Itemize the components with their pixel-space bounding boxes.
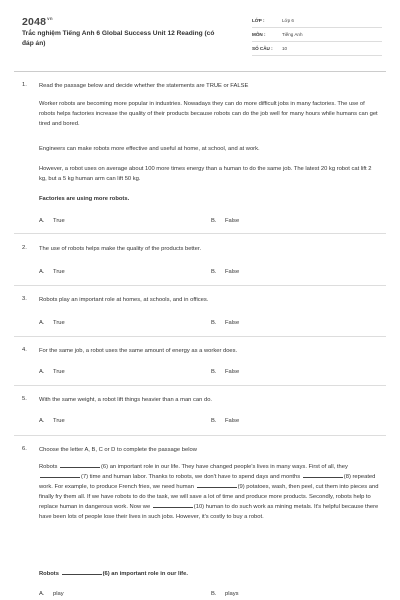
passage-paragraph: However, a robot uses on average about 100 more times energy than a human to do the same job. The latest 20 kg robot cat lift 2 kg, but a 5 kg human arm can lift 50 kg.	[39, 166, 372, 182]
option-a[interactable]: A. True	[39, 320, 65, 326]
question-number: 6.	[22, 446, 27, 452]
question-number: 1.	[22, 82, 27, 88]
blank-6[interactable]	[62, 569, 102, 575]
question-text: With the same weight, a robot lift things heavier than a man can do.	[39, 397, 213, 403]
blank-10[interactable]	[153, 502, 193, 508]
option-b[interactable]: B. False	[211, 269, 240, 275]
question-statement: Robots (6) an important role in our life.	[39, 571, 188, 577]
option-b[interactable]: B. False	[211, 320, 240, 326]
question-instruction: Read the passage below and decide whether the statements are TRUE or FALSE	[39, 83, 249, 89]
meta-label: MÔN :	[252, 32, 266, 37]
option-b[interactable]: B. False	[211, 218, 240, 224]
meta-row-class	[252, 14, 382, 28]
blank-6[interactable]	[60, 462, 100, 468]
meta-value: 10	[282, 46, 288, 51]
option-a[interactable]: A. True	[39, 218, 65, 224]
blank-7[interactable]	[40, 472, 80, 478]
option-a[interactable]: A. True	[39, 269, 65, 275]
divider	[14, 71, 386, 72]
option-a[interactable]: A. play	[39, 591, 64, 597]
option-b[interactable]: B. plays	[211, 591, 239, 597]
divider	[14, 435, 386, 436]
page-title: Trắc nghiệm Tiếng Anh 6 Global Success Unit 12 Reading (có đáp án)	[22, 30, 215, 47]
meta-table	[252, 14, 382, 56]
meta-label: LỚP :	[252, 18, 265, 23]
header	[22, 14, 382, 62]
question-number: 3.	[22, 296, 27, 302]
question-text: The use of robots helps make the quality of the products better.	[39, 246, 202, 252]
option-b[interactable]: B. False	[211, 369, 240, 375]
blank-9[interactable]	[197, 482, 237, 488]
option-a[interactable]: A. True	[39, 418, 65, 424]
question-text: Robots play an important role at homes, at schools, and in offices.	[39, 297, 209, 303]
divider	[14, 336, 386, 337]
passage-paragraph: Engineers can make robots more effective and useful at home, at school, and at work.	[39, 146, 260, 152]
divider	[14, 233, 386, 234]
question-instruction: Choose the letter A, B, C or D to complete the passage below	[39, 447, 197, 453]
divider	[14, 385, 386, 386]
question-text: For the same job, a robot uses the same amount of energy as a worker does.	[39, 348, 238, 354]
meta-value: Tiếng Anh	[282, 32, 303, 37]
meta-label: SỐ CÂU :	[252, 46, 273, 51]
divider	[14, 285, 386, 286]
meta-value: Lớp 6	[282, 18, 294, 23]
option-a[interactable]: A. True	[39, 369, 65, 375]
question-number: 4.	[22, 347, 27, 353]
question-number: 2.	[22, 245, 27, 251]
passage-paragraph: Worker robots are becoming more popular in industries. Nowadays they can do more difficult jobs in many factories. The use of robots helps factories increase the quality of their products because robots can do the job well for many hours while humans can get tired and bored.	[39, 101, 378, 127]
meta-row-subject	[252, 28, 382, 42]
blank-8[interactable]	[303, 472, 343, 478]
question-statement: Factories are using more robots.	[39, 196, 130, 202]
option-b[interactable]: B. False	[211, 418, 240, 424]
question-number: 5.	[22, 396, 27, 402]
cloze-passage: Robots (6) an important role in our life. They have changed people's lives in many ways. First of all, they (7) time and human labor. Thanks to robots, we don't have to spend days and months (8) repeated work. For example, to produce French fries, we need human (9) potatoes, wash, then peel, cut them into pieces and finally fry them all. If we have robots to do the task, we will save a lot of time and produce more products. Secondly, robots help to replace human in dangerous work. Now we (10) human to do such work as mining metals. It's helpful because there have been lots of people lose their lives in such jobs. However, it's costly to buy a robot.	[39, 464, 379, 520]
site-logo[interactable]: $2048^{vn}$	[22, 16, 53, 28]
meta-row-count	[252, 42, 382, 56]
